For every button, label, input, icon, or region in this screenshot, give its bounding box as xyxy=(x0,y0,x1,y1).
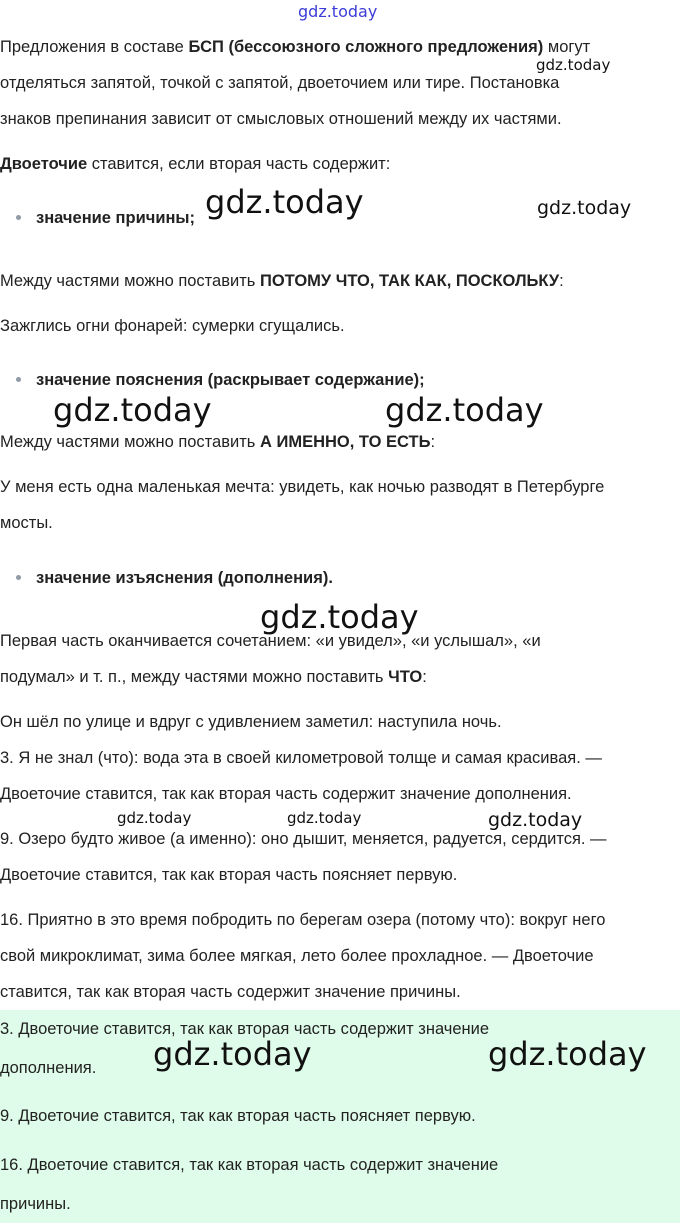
case-3-bullet: значение изъяснения (дополнения). xyxy=(36,569,333,587)
answer-16-line-1: 16. Двоеточие ставится, так как вторая часть содержит значение xyxy=(0,1156,499,1174)
watermark: gdz.today xyxy=(260,598,419,636)
case-2-example-line-2: мосты. xyxy=(0,514,53,532)
case-3-conj-line-1: Первая часть оканчивается сочетанием: «и увидел», «и услышал», «и xyxy=(0,632,541,650)
watermark: gdz.today xyxy=(488,809,583,831)
task-16-line-3: ставится, так как вторая часть содержит значение причины. xyxy=(0,983,461,1001)
bullet-marker xyxy=(16,575,21,580)
task-9-line-2: Двоеточие ставится, так как вторая часть поясняет первую. xyxy=(0,866,458,884)
bullet-marker xyxy=(16,215,21,220)
colon-rule: Двоеточие ставится, если вторая часть содержит: xyxy=(0,155,391,173)
answer-16-line-2: причины. xyxy=(0,1195,71,1213)
task-16-line-1: 16. Приятно в это время побродить по берегам озера (потому что): вокруг него xyxy=(0,911,606,929)
case-2-conjunctions: Между частями можно поставить А ИМЕННО, ТО ЕСТЬ: xyxy=(0,433,436,451)
watermark: gdz.today xyxy=(153,1035,312,1073)
case-2-bullet: значение пояснения (раскрывает содержание); xyxy=(36,371,425,389)
answer-3-line-1: 3. Двоеточие ставится, так как вторая часть содержит значение xyxy=(0,1020,490,1038)
watermark: gdz.today xyxy=(53,391,212,429)
intro-line-3: знаков препинания зависит от смысловых отношений между их частями. xyxy=(0,110,562,128)
answer-9: 9. Двоеточие ставится, так как вторая часть поясняет первую. xyxy=(0,1107,476,1125)
case-1-example: Зажглись огни фонарей: сумерки сгущались. xyxy=(0,317,345,335)
task-16-line-2: свой микроклимат, зима более мягкая, лето более прохладное. — Двоеточие xyxy=(0,947,594,965)
case-3-example: Он шёл по улице и вдруг с удивлением заметил: наступила ночь. xyxy=(0,713,502,731)
watermark: gdz.today xyxy=(287,809,362,827)
case-1-conjunctions: Между частями можно поставить ПОТОМУ ЧТО, ТАК КАК, ПОСКОЛЬКУ: xyxy=(0,272,564,290)
intro-line-2: отделяться запятой, точкой с запятой, двоеточием или тире. Постановка xyxy=(0,74,560,92)
answer-3-line-2: дополнения. xyxy=(0,1059,97,1077)
watermark: gdz.today xyxy=(298,2,378,21)
task-3-line-2: Двоеточие ставится, так как вторая часть содержит значение дополнения. xyxy=(0,785,572,803)
watermark: gdz.today xyxy=(536,56,611,74)
watermark: gdz.today xyxy=(117,809,192,827)
watermark: gdz.today xyxy=(385,391,544,429)
intro-line-1: Предложения в составе БСП (бессоюзного сложного предложения) могут xyxy=(0,38,591,56)
task-3-line-1: 3. Я не знал (что): вода эта в своей километровой толще и самая красивая. — xyxy=(0,749,602,767)
task-9-line-1: 9. Озеро будто живое (а именно): оно дышит, меняется, радуется, сердится. — xyxy=(0,830,607,848)
watermark: gdz.today xyxy=(205,183,364,221)
case-1-bullet: значение причины; xyxy=(36,209,196,227)
watermark: gdz.today xyxy=(537,197,632,219)
bullet-marker xyxy=(16,377,21,382)
case-2-example-line-1: У меня есть одна маленькая мечта: увидеть, как ночью разводят в Петербурге xyxy=(0,478,605,496)
watermark: gdz.today xyxy=(488,1035,647,1073)
case-3-conj-line-2: подумал» и т. п., между частями можно поставить ЧТО: xyxy=(0,668,427,686)
